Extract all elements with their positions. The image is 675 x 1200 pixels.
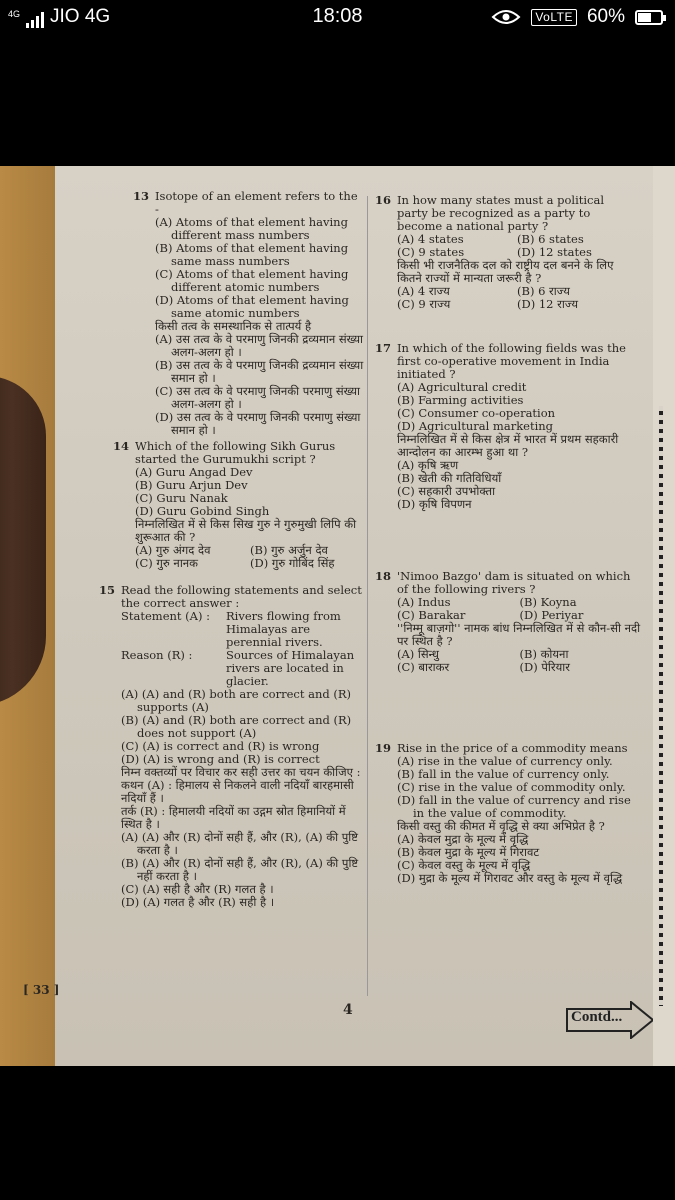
option: (B) (A) and (R) both are correct and (R) does not support (A): [121, 713, 352, 740]
option: (C) Consumer co-operation: [397, 406, 556, 420]
option: (A) Atoms of that element having different mass numbers: [155, 215, 348, 242]
option-hindi: (D) कृषि विपणन: [397, 497, 472, 511]
option-hindi: (B) 6 राज्य: [517, 284, 570, 298]
question-number: 13: [133, 189, 150, 203]
option: (A) rise in the value of currency only.: [397, 754, 613, 768]
option: (B) Atoms of that element having same mass numbers: [155, 241, 349, 268]
question-number: 17: [375, 341, 392, 355]
battery-level: [638, 13, 651, 22]
question-text-hindi: किसी भी राजनैतिक दल को राष्ट्रीय दल बनने के लिए कितने राज्यों में मान्यता जरूरी है ?: [397, 258, 614, 285]
option: (D) Periyar: [519, 608, 584, 622]
option: (D) Atoms of that element having same atomic numbers: [155, 293, 349, 320]
option-hindi: (A) 4 राज्य: [397, 284, 450, 298]
option: (A) Agricultural credit: [397, 380, 527, 394]
option: (D) Agricultural marketing: [397, 419, 554, 433]
option-hindi: (C) 9 राज्य: [397, 297, 451, 311]
option: (B) Koyna: [519, 595, 577, 609]
option-hindi: (A) (A) और (R) दोनों सही हैं, और (R), (A) की पुष्टि करता है ।: [121, 830, 359, 857]
question-text: 'Nimoo Bazgo' dam is situated on which of the following rivers ?: [397, 569, 631, 596]
options-row: [397, 661, 642, 674]
option-hindi: (D) 12 राज्य: [517, 297, 579, 311]
options-row: [397, 298, 637, 311]
option-hindi: (B) केवल मुद्रा के मूल्य में गिरावट: [397, 845, 540, 859]
option-hindi: (C) केवल वस्तु के मूल्य में वृद्धि: [397, 858, 531, 872]
question-text: Which of the following Sikh Gurus started the Gurumukhi script ?: [135, 439, 336, 466]
option-hindi: (B) उस तत्व के वे परमाणु जिनकी द्रव्यमान संख्या समान हो ।: [155, 358, 364, 385]
question-14: [113, 439, 365, 570]
statement-text: Rivers flowing from Himalayas are perennial rivers.: [226, 609, 341, 649]
question-13: [133, 189, 365, 437]
option-hindi: (D) पेरियार: [519, 660, 570, 674]
option: (D) 12 states: [517, 245, 592, 259]
option: (C) Atoms of that element having different atomic numbers: [155, 267, 349, 294]
question-text: In which of the following fields was the first co-operative movement in India initiated ?: [397, 341, 626, 381]
reason-text: Sources of Himalayan rivers are located in glacier.: [226, 648, 355, 688]
clock: 18:08: [312, 5, 363, 27]
column-divider: [367, 196, 368, 996]
exam-paper: [23, 166, 655, 1066]
option: (A) Indus: [397, 595, 451, 609]
option-hindi: (D) गुरु गोबिंद सिंह: [250, 556, 335, 570]
page-code: [ 33 ]: [23, 983, 60, 997]
question-18: [375, 569, 642, 674]
option-hindi: (B) (A) और (R) दोनों सही हैं, और (R), (A) की पुष्टि नहीं करता है ।: [121, 856, 359, 883]
question-number: 16: [375, 193, 392, 207]
option: (A) 4 states: [397, 232, 464, 246]
question-text-hindi: निम्न वक्तव्यों पर विचार कर सही उत्तर का चयन कीजिए :: [121, 765, 361, 779]
battery-percent: 60%: [586, 6, 625, 27]
question-number: 18: [375, 569, 392, 583]
contd-arrow: [565, 1001, 655, 1039]
option: (B) Farming activities: [397, 393, 524, 407]
option-hindi: (A) गुरु अंगद देव: [135, 543, 211, 557]
question-text: In how many states must a political party be recognized as a party to become a national party ?: [397, 193, 605, 233]
question-text: Read the following statements and select the correct answer :: [121, 583, 362, 610]
option-hindi: (D) (A) गलत है और (R) सही है ।: [121, 895, 275, 909]
book-edge: [653, 166, 675, 1066]
option: (A) (A) and (R) both are correct and (R) supports (A): [121, 687, 352, 714]
status-icons: [491, 6, 663, 28]
question-text-hindi: निम्नलिखित में से किस सिख गुरु ने गुरुमुखी लिपि की शुरूआत की ?: [135, 517, 357, 544]
status-bar: [0, 0, 675, 36]
network-type-label: 4G: [8, 9, 21, 19]
option-hindi: (D) मुद्रा के मूल्य में गिरावट और वस्तु के मूल्य में वृद्धि: [397, 871, 623, 885]
question-text: Isotope of an element refers to the -: [155, 189, 358, 216]
option: (C) rise in the value of commodity only.: [397, 780, 626, 794]
book-binding-marks: [659, 406, 663, 1006]
volte-badge: VoLTE: [531, 9, 577, 26]
option-hindi: (C) सहकारी उपभोक्ता: [397, 484, 496, 498]
option-hindi: (A) केवल मुद्रा के मूल्य में वृद्धि: [397, 832, 529, 846]
reason-hindi: तर्क (R) : हिमालयी नदियों का उद्गम स्रोत हिमानियों में स्थित है ।: [121, 804, 346, 831]
option: (A) Guru Angad Dev: [135, 465, 253, 479]
contd-label: Contd...: [571, 1009, 623, 1025]
option-hindi: (A) सिन्धु: [397, 647, 439, 661]
option: (D) fall in the value of currency and rise in the value of commodity.: [397, 793, 631, 820]
option-hindi: (B) कोयना: [519, 647, 569, 661]
reason-row: [121, 649, 365, 688]
option: (C) (A) is correct and (R) is wrong: [121, 739, 320, 753]
eye-icon: [491, 9, 521, 25]
question-15: [99, 583, 365, 909]
option-hindi: (A) कृषि ऋण: [397, 458, 459, 472]
option: (C) Barakar: [397, 608, 466, 622]
question-19: [375, 741, 642, 885]
option: (C) Guru Nanak: [135, 491, 228, 505]
question-text-hindi: किसी वस्तु की कीमत में वृद्धि से क्या अभिप्रेत है ?: [397, 819, 605, 833]
statement-label: Statement (A) :: [121, 609, 210, 623]
statement-row: [121, 610, 365, 649]
page-number: 4: [343, 1002, 353, 1018]
question-number: 19: [375, 741, 392, 755]
option-hindi: (B) गुरु अर्जुन देव: [250, 543, 328, 557]
question-text: Rise in the price of a commodity means: [397, 741, 628, 755]
reason-label: Reason (R) :: [121, 648, 193, 662]
option: (D) (A) is wrong and (R) is correct: [121, 752, 320, 766]
question-text-hindi: निम्नलिखित में से किस क्षेत्र में भारत में प्रथम सहकारी आन्दोलन का आरम्भ हुआ था ?: [397, 432, 619, 459]
question-16: [375, 193, 637, 311]
option: (B) fall in the value of currency only.: [397, 767, 610, 781]
option-hindi: (D) उस तत्व के वे परमाणु जिनकी परमाणु संख्या समान हो ।: [155, 410, 361, 437]
option: (D) Guru Gobind Singh: [135, 504, 270, 518]
option: (B) Guru Arjun Dev: [135, 478, 248, 492]
options-row: [135, 557, 365, 570]
option-hindi: (C) (A) सही है और (R) गलत है ।: [121, 882, 274, 896]
question-text-hindi: ''निम्मू बाज़गो'' नामक बांध निम्नलिखित में से कौन-सी नदी पर स्थित है ?: [397, 621, 641, 648]
exam-paper-photo[interactable]: [0, 166, 675, 1066]
battery-icon: [635, 10, 663, 25]
option-hindi: (C) बाराकर: [397, 660, 450, 674]
statement-hindi: कथन (A) : हिमालय से निकलने वाली नदियाँ बारहमासी नदियाँ हैं ।: [121, 778, 354, 805]
hand: [0, 376, 46, 706]
option-hindi: (B) खेती की गतिविधियाँ: [397, 471, 502, 485]
option-hindi: (C) उस तत्व के वे परमाणु जिनकी परमाणु संख्या अलग-अलग हो ।: [155, 384, 360, 411]
question-number: 14: [113, 439, 130, 453]
question-17: [375, 341, 637, 511]
option-hindi: (C) गुरु नानक: [135, 556, 199, 570]
option-hindi: (A) उस तत्व के वे परमाणु जिनकी द्रव्यमान संख्या अलग-अलग हो ।: [155, 332, 364, 359]
option: (B) 6 states: [517, 232, 584, 246]
question-number: 15: [99, 583, 116, 597]
option: (C) 9 states: [397, 245, 465, 259]
carrier-label: JIO 4G: [50, 6, 111, 27]
question-text-hindi: किसी तत्व के समस्थानिक से तात्पर्य है: [155, 319, 312, 333]
